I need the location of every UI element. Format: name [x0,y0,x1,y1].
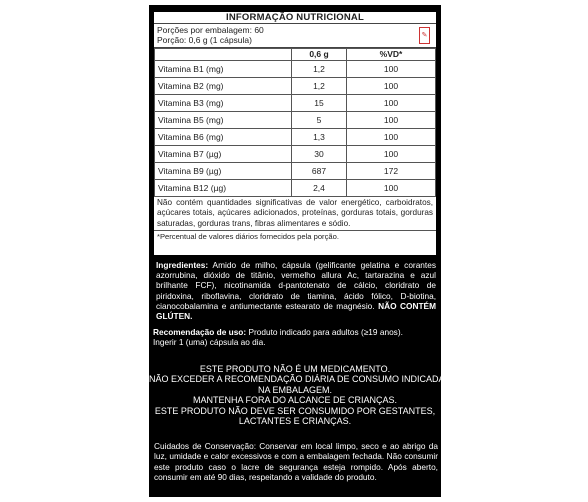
usage-line [153,327,437,337]
table-row [155,129,436,146]
serving-info [154,24,436,48]
daily-value-footnote: *Percentual de valores diários fornecidos pela porção. [157,231,339,241]
nutrient-daily-value: 172 [347,163,436,180]
nutrient-amount: 5 [292,112,347,129]
nutrient-amount: 2,4 [292,180,347,197]
ingredients-section [156,260,436,321]
header-nutrient [155,49,292,61]
nutrition-title: INFORMAÇÃO NUTRICIONAL [154,12,436,24]
nutrient-name: Vitamina B9 (µg) [155,163,292,180]
usage-label: Recomendação de uso: [153,327,247,337]
nutrient-amount: 1,3 [292,129,347,146]
header-daily-value: %VD* [347,49,436,61]
ingredients-text: Amido de milho, cápsula (gelificante gelatina e corantes azorrubina, dióxido de titânio, vermelho allura Ac, tartarazina e azul brilhante FCF), nicotinamida d-pantotenato de cálcio, cloridrato de piridoxina, riboflavina, cloridrato de tiamina, ácido fólico, D-biotina, cianocobalamina e antiumectante estearato de magnésio. [156,260,436,311]
usage-dose: Ingerir 1 (uma) cápsula ao dia. [153,337,266,348]
nutrient-daily-value: 100 [347,78,436,95]
nutrient-amount: 15 [292,95,347,112]
warning-line: ESTE PRODUTO NÃO DEVE SER CONSUMIDO POR GESTANTES, [154,405,436,416]
nutrient-amount: 30 [292,146,347,163]
nutrition-facts-table [154,12,436,255]
table-row [155,146,436,163]
table-row [155,95,436,112]
table-row [155,163,436,180]
gluten-statement: NÃO CONTÉM GLÚTEN. [156,300,436,322]
usage-section [153,327,437,348]
nutrient-name: Vitamina B1 (mg) [155,61,292,78]
serving-size: Porção: 0,6 g (1 cápsula) [157,35,252,45]
nutrient-amount: 1,2 [292,78,347,95]
nutrient-name: Vitamina B3 (mg) [155,95,292,112]
warning-section [149,364,445,427]
nutrient-name: Vitamina B5 (mg) [155,112,292,129]
table-row [155,112,436,129]
ingredients-label: Ingredientes: [156,260,209,270]
nutrient-daily-value: 100 [347,146,436,163]
nutrient-daily-value: 100 [347,180,436,197]
servings-per-package: Porções por embalagem: 60 [157,25,264,35]
warning-line: ESTE PRODUTO NÃO É UM MEDICAMENTO. [199,364,391,374]
usage-text: Produto indicado para adultos (≥19 anos). [246,327,403,337]
nutrient-daily-value: 100 [347,61,436,78]
pencil-icon: ✎ [419,27,430,44]
table-row [155,180,436,197]
nutrient-amount: 687 [292,163,347,180]
nutrient-name: Vitamina B12 (µg) [155,180,292,197]
warning-line: MANTENHA FORA DO ALCANCE DE CRIANÇAS. [192,395,398,406]
nutrient-amount: 1,2 [292,61,347,78]
storage-instructions: Cuidados de Conservação: Conservar em local limpo, seco e ao abrigo da luz, umidade e calor excessivos e com a embalagem fechada. Não consumir este produto caso o lacre de segurança esteja rompido. Após aberto, consumir em até 90 dias, respeitando a validade do produto. [154,441,438,483]
table-row [155,78,436,95]
nutrient-daily-value: 100 [347,129,436,146]
supplement-label [149,5,445,497]
table-row [155,61,436,78]
warning-line: LACTANTES E CRIANÇAS. [238,416,352,427]
table-header-row [155,49,436,61]
not-significant-note: Não contém quantidades significativas de valor energético, carboidratos, açúcares totais, açúcares adicionados, proteínas, gorduras totais, gorduras saturadas, gorduras trans, fibras alimentares e sódio. [154,197,436,231]
warning-line: NA EMBALAGEM. [257,384,333,395]
nutrient-name: Vitamina B2 (mg) [155,78,292,95]
nutrient-name: Vitamina B7 (µg) [155,146,292,163]
header-amount: 0,6 g [292,49,347,61]
nutrient-table [154,48,436,197]
nutrient-daily-value: 100 [347,112,436,129]
nutrient-daily-value: 100 [347,95,436,112]
warning-line: NÃO EXCEDER A RECOMENDAÇÃO DIÁRIA DE CONSUMO INDICADA [149,374,445,385]
nutrient-name: Vitamina B6 (mg) [155,129,292,146]
